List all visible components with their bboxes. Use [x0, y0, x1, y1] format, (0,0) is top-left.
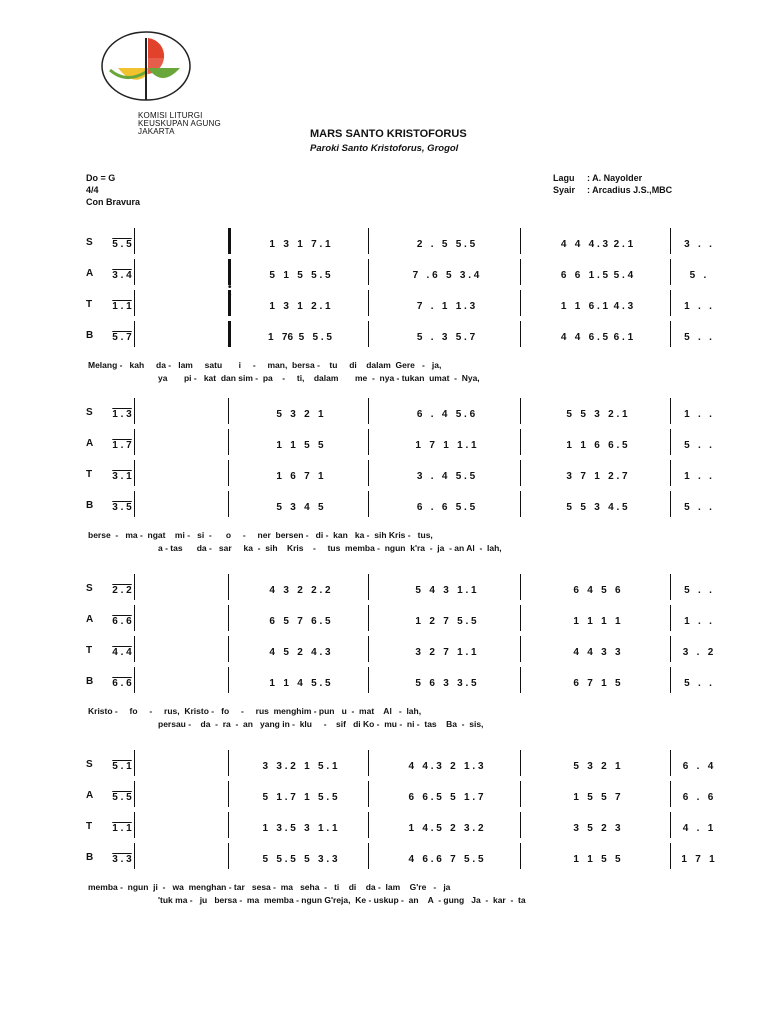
note-group: 3 7 1 2 . 7 — [566, 470, 628, 482]
measure — [676, 236, 720, 252]
measure — [526, 613, 668, 629]
voice-label: B — [86, 852, 94, 863]
note-group: 5 . . — [684, 677, 712, 689]
song-subtitle: Paroki Santo Kristoforus, Grogol — [310, 143, 459, 154]
voice-row — [80, 294, 720, 316]
voice-label: A — [86, 438, 94, 449]
note-group: 6 6 1 . 5 5 . 4 — [560, 269, 634, 281]
note-group: 5 . 3 5 . 7 — [416, 331, 476, 343]
note-group: 6 . 4 5 . 6 — [416, 408, 476, 420]
voice-row — [80, 785, 720, 807]
voice-row — [80, 464, 720, 486]
bar-line — [520, 290, 521, 316]
measure — [234, 820, 366, 836]
bar-line — [228, 429, 229, 455]
bar-line — [520, 259, 521, 285]
score-system — [80, 402, 720, 566]
bar-line — [368, 781, 369, 807]
measure — [374, 406, 518, 422]
note-group: 5 3 2 1 — [573, 760, 621, 772]
measure — [676, 437, 720, 453]
voice-row — [80, 754, 720, 776]
measure — [234, 329, 366, 345]
measure — [676, 758, 720, 774]
measure — [676, 406, 720, 422]
measure — [676, 267, 720, 283]
note-group: 5 5 3 2 . 1 — [566, 408, 628, 420]
bar-line — [670, 321, 671, 347]
measure — [374, 851, 518, 867]
measure — [234, 789, 366, 805]
voice-row — [80, 325, 720, 347]
voice-row — [80, 433, 720, 455]
measure — [106, 329, 138, 345]
bar-line — [670, 605, 671, 631]
bar-line — [368, 750, 369, 776]
measure — [374, 820, 518, 836]
note-group: 1 76 5 5 . 5 — [268, 331, 332, 343]
voice-row — [80, 263, 720, 285]
bar-line — [228, 812, 229, 838]
measure — [526, 675, 668, 691]
voice-row — [80, 671, 720, 693]
note-group: 1 1 6 . 1 4 . 3 — [560, 300, 634, 312]
note-group: 3 . 1 — [112, 470, 132, 482]
repeat-dots: • • — [228, 282, 232, 301]
measure — [676, 613, 720, 629]
measure — [106, 236, 138, 252]
lyric-line: berse - ma - ngat mi - si - o - ner bersen - di - kan ka - sih Kris - tus, — [88, 530, 433, 540]
note-group: 4 3 2 2 . 2 — [269, 584, 331, 596]
measure — [234, 437, 366, 453]
bar-line — [228, 843, 229, 869]
note-group: 3 . 5 — [112, 501, 132, 513]
bar-line — [670, 667, 671, 693]
bar-line — [228, 781, 229, 807]
bar-line — [368, 667, 369, 693]
measure — [234, 613, 366, 629]
note-group: 1 . 1 — [112, 300, 132, 312]
bar-line — [520, 812, 521, 838]
measure — [676, 329, 720, 345]
bar-line — [520, 574, 521, 600]
note-group: 4 4 . 3 2 1 . 3 — [408, 760, 484, 772]
note-group: 5 3 4 5 — [276, 501, 324, 513]
measure — [676, 820, 720, 836]
note-group: 3 . . — [684, 238, 712, 250]
note-group: 1 1 6 6 . 5 — [566, 439, 628, 451]
voice-row — [80, 495, 720, 517]
bar-line — [670, 750, 671, 776]
lyric-line: Kristo - fo - rus, Kristo - fo - rus menghim - pun u - mat Al - lah, — [88, 706, 422, 716]
note-group: 4 . 1 — [682, 822, 714, 834]
measure — [526, 267, 668, 283]
bar-line — [520, 667, 521, 693]
measure — [676, 298, 720, 314]
bar-line — [368, 812, 369, 838]
note-group: 3 5 2 3 — [573, 822, 621, 834]
measure — [374, 582, 518, 598]
note-group: 7 . 6 5 3 . 4 — [412, 269, 480, 281]
org-line: KOMISI LITURGI — [138, 111, 203, 120]
measure — [374, 329, 518, 345]
measure — [234, 236, 366, 252]
bar-line — [520, 321, 521, 347]
note-group: 5 . 7 — [112, 331, 132, 343]
measure — [374, 758, 518, 774]
voice-label: T — [86, 821, 93, 832]
measure — [374, 437, 518, 453]
lyricist-label: Syair — [553, 185, 576, 195]
voice-label: A — [86, 790, 94, 801]
bar-line — [670, 491, 671, 517]
measure — [526, 329, 668, 345]
org-line: KEUSKUPAN AGUNG — [138, 119, 221, 128]
measure — [374, 499, 518, 515]
measure — [676, 851, 720, 867]
note-group: 6 . 6 5 . 5 — [416, 501, 476, 513]
measure — [526, 758, 668, 774]
note-group: 5 6 3 3 . 5 — [415, 677, 477, 689]
org-line: JAKARTA — [138, 127, 175, 136]
measure — [234, 675, 366, 691]
note-group: 1 1 5 5 — [276, 439, 324, 451]
voice-label: A — [86, 268, 94, 279]
bar-line — [368, 843, 369, 869]
measure — [234, 468, 366, 484]
measure — [526, 437, 668, 453]
measure — [676, 582, 720, 598]
note-group: 1 6 7 1 — [276, 470, 324, 482]
measure — [234, 582, 366, 598]
bar-line — [670, 429, 671, 455]
bar-line — [670, 259, 671, 285]
voice-label: T — [86, 469, 93, 480]
bar-line — [368, 605, 369, 631]
note-group: 6 4 5 6 — [573, 584, 621, 596]
measure — [374, 644, 518, 660]
note-group: 5 1 5 5 . 5 — [269, 269, 331, 281]
lyric-line: a - tas da - sar ka - sih Kris - tus memba - ngun k'ra - ja - an Al - lah, — [158, 543, 502, 553]
note-group: 1 7 1 — [681, 853, 715, 865]
bar-line — [520, 750, 521, 776]
note-group: 5 5 3 4 . 5 — [566, 501, 628, 513]
measure — [106, 758, 138, 774]
note-group: 5 . . — [684, 439, 712, 451]
bar-line — [228, 491, 229, 517]
measure — [374, 298, 518, 314]
bar-line — [670, 460, 671, 486]
note-group: 1 . 7 — [112, 439, 132, 451]
measure — [526, 499, 668, 515]
voice-row — [80, 847, 720, 869]
note-group: 5 1 . 7 1 5 . 5 — [262, 791, 338, 803]
note-group: 5 . . — [684, 584, 712, 596]
bar-line — [670, 398, 671, 424]
measure — [106, 820, 138, 836]
measure — [234, 851, 366, 867]
note-group: 6 . 6 — [682, 791, 714, 803]
measure — [106, 789, 138, 805]
score-system — [80, 754, 720, 918]
note-group: 5 . — [689, 269, 707, 281]
bar-line — [228, 321, 231, 347]
measure — [374, 267, 518, 283]
note-group: 3 . 2 — [682, 646, 714, 658]
measure — [234, 298, 366, 314]
bar-line — [520, 491, 521, 517]
measure — [676, 468, 720, 484]
bar-line — [368, 636, 369, 662]
note-group: 5 . 5 — [112, 791, 132, 803]
note-group: 1 1 4 5 . 5 — [269, 677, 331, 689]
note-group: 1 . . — [684, 470, 712, 482]
measure — [234, 406, 366, 422]
bar-line — [670, 812, 671, 838]
measure — [526, 236, 668, 252]
note-group: 3 . 3 — [112, 853, 132, 865]
measure — [526, 820, 668, 836]
note-group: 6 . 6 — [112, 677, 132, 689]
measure — [526, 468, 668, 484]
voice-label: T — [86, 645, 93, 656]
measure — [676, 644, 720, 660]
note-group: 3 . 4 5 . 5 — [416, 470, 476, 482]
bar-line — [368, 398, 369, 424]
lyric-line: Melang - kah da - lam satu i - man, bersa - tu di dalam Gere - ja, — [88, 360, 442, 370]
voice-label: S — [86, 407, 93, 418]
voice-label: S — [86, 583, 93, 594]
voice-row — [80, 232, 720, 254]
measure — [106, 613, 138, 629]
note-group: 3 3 . 2 1 5 . 1 — [262, 760, 338, 772]
measure — [234, 644, 366, 660]
measure — [526, 406, 668, 422]
note-group: 1 3 . 5 3 1 . 1 — [262, 822, 338, 834]
composer-name: : A. Nayolder — [587, 173, 643, 183]
bar-line — [228, 574, 229, 600]
voice-row — [80, 816, 720, 838]
measure — [234, 499, 366, 515]
measure — [106, 406, 138, 422]
bar-line — [670, 574, 671, 600]
measure — [526, 298, 668, 314]
note-group: 1 7 1 1 . 1 — [415, 439, 477, 451]
bar-line — [520, 398, 521, 424]
note-group: 4 4 4 . 3 2 . 1 — [560, 238, 634, 250]
note-group: 3 . 4 — [112, 269, 132, 281]
voice-label: B — [86, 500, 94, 511]
note-group: 6 5 7 6 . 5 — [269, 615, 331, 627]
note-group: 3 2 7 1 . 1 — [415, 646, 477, 658]
note-group: 1 . 3 — [112, 408, 132, 420]
measure — [526, 582, 668, 598]
note-group: 4 5 2 4 . 3 — [269, 646, 331, 658]
note-group: 1 . . — [684, 615, 712, 627]
lyric-line: ya pi - kat dan sim - pa - ti, dalam me - nya - tukan umat - Nya, — [158, 373, 480, 383]
measure — [106, 267, 138, 283]
note-group: 5 . 5 — [112, 238, 132, 250]
score-system — [80, 578, 720, 742]
voice-label: B — [86, 676, 94, 687]
measure — [106, 582, 138, 598]
voice-row — [80, 578, 720, 600]
bar-line — [368, 574, 369, 600]
note-group: 1 3 1 2 . 1 — [269, 300, 331, 312]
measure — [526, 644, 668, 660]
bar-line — [670, 228, 671, 254]
bar-line — [228, 605, 229, 631]
measure — [374, 613, 518, 629]
score-system — [80, 232, 720, 396]
bar-line — [228, 228, 231, 254]
measure — [106, 298, 138, 314]
note-group: 1 2 7 5 . 5 — [415, 615, 477, 627]
bar-line — [228, 398, 229, 424]
measure — [374, 236, 518, 252]
note-group: 7 . 1 1 . 3 — [416, 300, 476, 312]
bar-line — [368, 321, 369, 347]
note-group: 5 . . — [684, 331, 712, 343]
note-group: 1 . 1 — [112, 822, 132, 834]
note-group: 6 . 4 — [682, 760, 714, 772]
bar-line — [368, 491, 369, 517]
bar-line — [228, 667, 229, 693]
bar-line — [520, 228, 521, 254]
measure — [676, 675, 720, 691]
measure — [374, 789, 518, 805]
note-group: 1 . . — [684, 300, 712, 312]
key-label: Do = G — [86, 173, 116, 183]
bar-line — [368, 460, 369, 486]
lyricist-name: : Arcadius J.S.,MBC — [587, 185, 673, 195]
measure — [234, 758, 366, 774]
time-signature: 4/4 — [86, 185, 99, 195]
lyric-line: persau - da - ra - an yang in - klu - sif di Ko - mu - ni - tas Ba - sis, — [158, 719, 484, 729]
bar-line — [670, 290, 671, 316]
measure — [374, 675, 518, 691]
measure — [234, 267, 366, 283]
lyric-line: 'tuk ma - ju bersa - ma memba - ngun G'reja, Ke - uskup - an A - gung Ja - kar - ta — [158, 895, 526, 905]
measure — [676, 789, 720, 805]
bar-line — [368, 290, 369, 316]
measure — [106, 437, 138, 453]
note-group: 5 . 1 — [112, 760, 132, 772]
note-group: 1 . . — [684, 408, 712, 420]
note-group: 4 6 . 6 7 5 . 5 — [408, 853, 484, 865]
note-group: 2 . 5 5 . 5 — [416, 238, 476, 250]
measure — [106, 675, 138, 691]
note-group: 5 3 2 1 — [276, 408, 324, 420]
liturgy-commission-logo — [96, 28, 196, 108]
measure — [106, 851, 138, 867]
note-group: 4 . 4 — [112, 646, 132, 658]
note-group: 5 5 . 5 5 3 . 3 — [262, 853, 338, 865]
voice-label: B — [86, 330, 94, 341]
bar-line — [670, 843, 671, 869]
note-group: 6 7 1 5 — [573, 677, 621, 689]
note-group: 4 4 3 3 — [573, 646, 621, 658]
bar-line — [228, 636, 229, 662]
voice-label: T — [86, 299, 93, 310]
measure — [374, 468, 518, 484]
measure — [106, 468, 138, 484]
note-group: 1 3 1 7 . 1 — [269, 238, 331, 250]
bar-line — [520, 429, 521, 455]
note-group: 5 4 3 1 . 1 — [415, 584, 477, 596]
composer-label: Lagu — [553, 173, 575, 183]
note-group: 1 1 5 5 — [573, 853, 621, 865]
voice-label: S — [86, 237, 93, 248]
bar-line — [520, 781, 521, 807]
song-title: MARS SANTO KRISTOFORUS — [310, 128, 467, 140]
bar-line — [520, 843, 521, 869]
voice-row — [80, 402, 720, 424]
bar-line — [520, 605, 521, 631]
bar-line — [520, 636, 521, 662]
bar-line — [368, 429, 369, 455]
measure — [676, 499, 720, 515]
bar-line — [670, 781, 671, 807]
voice-row — [80, 609, 720, 631]
key-signature-block — [86, 172, 140, 208]
measure — [526, 789, 668, 805]
lyric-line: memba - ngun ji - wa menghan - tar sesa - ma seha - ti di da - lam G're - ja — [88, 882, 451, 892]
bar-line — [670, 636, 671, 662]
voice-row — [80, 640, 720, 662]
tempo-marking: Con Bravura — [86, 197, 141, 207]
bar-line — [368, 228, 369, 254]
bar-line — [228, 460, 229, 486]
note-group: 1 5 5 7 — [573, 791, 621, 803]
note-group: 5 . . — [684, 501, 712, 513]
credits-block — [553, 172, 672, 196]
bar-line — [520, 460, 521, 486]
note-group: 1 4 . 5 2 3 . 2 — [408, 822, 484, 834]
note-group: 6 . 6 — [112, 615, 132, 627]
voice-label: A — [86, 614, 94, 625]
measure — [106, 644, 138, 660]
note-group: 6 6 . 5 5 1 . 7 — [408, 791, 484, 803]
measure — [526, 851, 668, 867]
measure — [106, 499, 138, 515]
bar-line — [368, 259, 369, 285]
note-group: 2 . 2 — [112, 584, 132, 596]
note-group: 4 4 6 . 5 6 . 1 — [560, 331, 634, 343]
bar-line — [228, 750, 229, 776]
voice-label: S — [86, 759, 93, 770]
note-group: 1 1 1 1 — [573, 615, 621, 627]
organization-name — [138, 112, 221, 136]
